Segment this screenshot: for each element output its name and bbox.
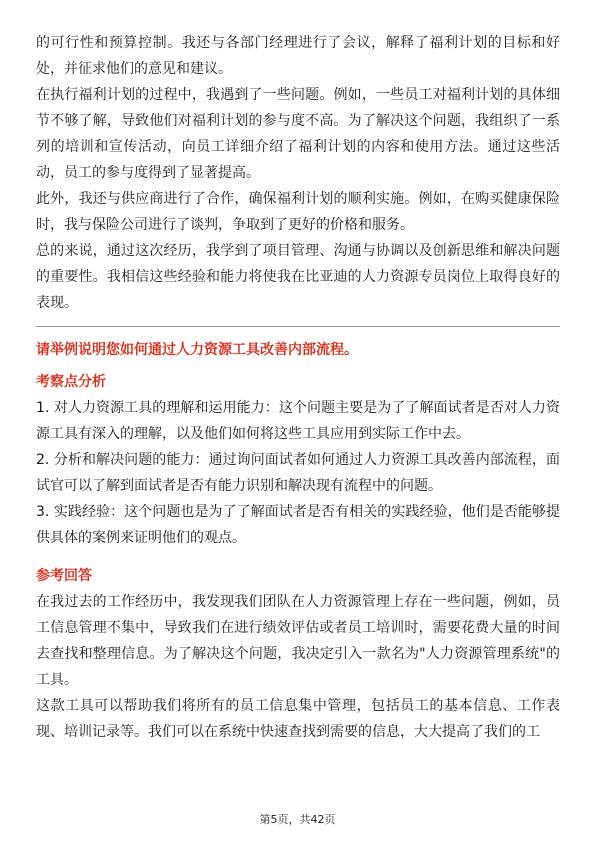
analysis-heading: 考察点分析 <box>36 374 106 390</box>
intro-paragraph: 总的来说，通过这次经历，我学到了项目管理、沟通与协调以及创新思维和解决问题的重要性。我相信这些经验和能力将使我在比亚迪的人力资源专员岗位上取得良好的表现。 <box>36 243 560 311</box>
answer-section <box>36 563 560 745</box>
intro-section <box>36 30 560 316</box>
answer-paragraph: 这款工具可以帮助我们将所有的员工信息集中管理，包括员工的基本信息、工作表现、培训记录等。我们可以在系统中快速查找到需要的信息，大大提高了我们的工 <box>36 698 560 740</box>
interview-question: 请举例说明您如何通过人力资源工具改善内部流程。 <box>36 342 358 358</box>
intro-paragraph: 的可行性和预算控制。我还与各部门经理进行了会议，解释了福利计划的目标和好处，并征求他们的意见和建议。 <box>36 35 560 77</box>
answer-paragraph: 在我过去的工作经历中，我发现我们团队在人力资源管理上存在一些问题，例如，员工信息管理不集中，导致我们在进行绩效评估或者员工培训时，需要花费大量的时间去查找和整理信息。为了解决这个问题，我决定引入一款名为"人力资源管理系统"的工具。 <box>36 594 560 688</box>
page-footer <box>0 812 595 828</box>
analysis-section <box>36 369 560 551</box>
analysis-point: 2. 分析和解决问题的能力：通过询问面试者如何通过人力资源工具改善内部流程，面试官可以了解到面试者是否有能力识别和解决现有流程中的问题。 <box>36 452 560 494</box>
answer-heading: 参考回答 <box>36 568 92 584</box>
intro-paragraph: 此外，我还与供应商进行了合作，确保福利计划的顺利实施。例如，在购买健康保险时，我与保险公司进行了谈判，争取到了更好的价格和服务。 <box>36 191 560 233</box>
document-page <box>36 30 560 745</box>
analysis-point: 1. 对人力资源工具的理解和运用能力：这个问题主要是为了了解面试者是否对人力资源工具有深入的理解，以及他们如何将这些工具应用到实际工作中去。 <box>36 400 560 442</box>
section-divider <box>36 326 560 327</box>
page-number-label: 第5页，共42页 <box>259 813 336 826</box>
intro-paragraph: 在执行福利计划的过程中，我遇到了一些问题。例如，一些员工对福利计划的具体细节不够了解，导致他们对福利计划的参与度不高。为了解决这个问题，我组织了一系列的培训和宣传活动，向员工详细介绍了福利计划的内容和使用方法。通过这些活动，员工的参与度得到了显著提高。 <box>36 87 560 181</box>
spacer <box>36 551 560 557</box>
analysis-point: 3. 实践经验：这个问题也是为了了解面试者是否有相关的实践经验，他们是否能够提供具体的案例来证明他们的观点。 <box>36 504 560 546</box>
